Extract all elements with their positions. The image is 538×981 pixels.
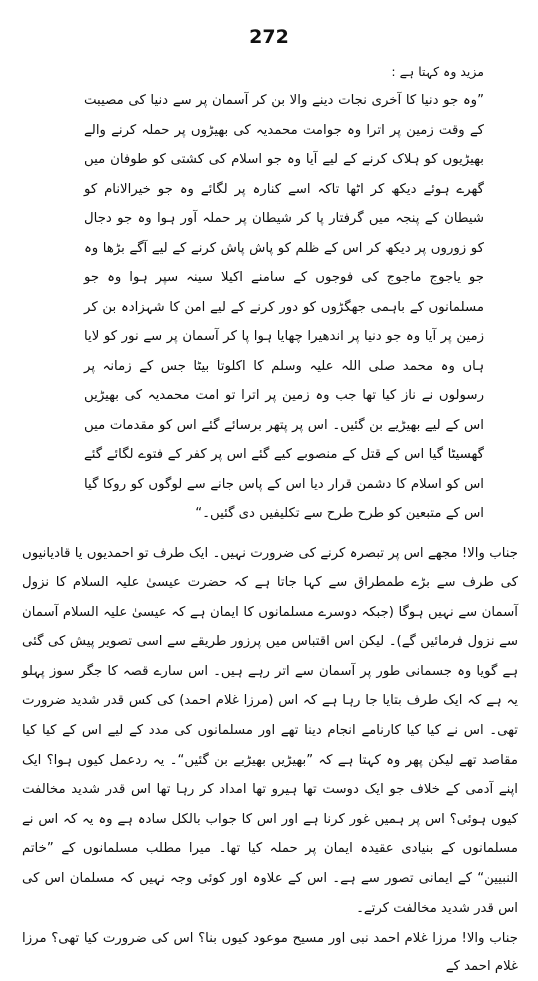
intro-line: مزید وہ کہتا ہے : bbox=[391, 64, 484, 79]
page-number: 272 bbox=[249, 26, 289, 48]
page-body bbox=[22, 62, 518, 981]
commentary-paragraph: جناب والا! مجھے اس پر تبصرہ کرنے کی ضرورت نہیں۔ ایک طرف تو احمدیوں یا قادیانیوں کی طرف سے بڑے طمطراق سے کہا جاتا ہے کہ حضرت عیسیٰ علیہ السلام کا نزول آسمان سے نہیں ہوگا (جبکہ دوسرے مسلمانوں کا ایمان ہے کہ عیسیٰ علیہ السلام آسمان سے نزول فرمائیں گے)۔ لیکن اس اقتباس میں پرزور طریقے سے اسی تصویر پیش کی گئی ہے گویا وہ جسمانی طور پر آسمان سے اتر رہے ہیں۔ اس سارے قصہ کا جگر سوز پہلو یہ ہے کہ ایک طرف بتایا جا رہا ہے کہ اس (مرزا غلام احمد) کی کس قدر شدید ضرورت تھی۔ اس نے کیا کیا کارنامے انجام دینا تھے اور مسلمانوں کی مدد کے لیے اس کے کیا کیا مقاصد تھے لیکن پھر وہ کہتا ہے کہ ”بھیڑیں بھیڑیے بن گئیں“۔ یہ ردعمل کیوں ہوا؟ ایک اپنے آدمی کے خلاف جو ایک دوست تھا ہیرو تھا امداد کر رہا تھا اس قدر شدید مخالفت کیوں ہوئی؟ اس پر ہمیں غور کرنا ہے اور اس کا جواب بالکل سادہ ہے وہ یہ کہ اس نے مسلمانوں کے بنیادی عقیدہ ایمان پر حملہ کیا تھا۔ میرا مطلب مسلمانوں کے ”خاتم النبیین“ کے ایمانی تصور سے ہے۔ اس کے علاوہ اور کوئی وجہ نہیں کہ مسلمان اس کی اس قدر شدید مخالفت کرتے۔ bbox=[22, 545, 518, 916]
closing-line: جناب والا! مرزا غلام احمد نبی اور مسیح موعود کیوں بنا؟ اس کی ضرورت کیا تھی؟ مرزا غلام احمد کے bbox=[22, 931, 518, 975]
block-quote: ”وہ جو دنیا کا آخری نجات دینے والا بن کر آسمان پر سے دنیا کی مصیبت کے وقت زمین پر اترا وہ جوامت محمدیہ کی بھیڑوں پر حملہ کرنے والے بھیڑیوں کو ہلاک کرنے کے لیے آیا وہ جو اسلام کی کشتی کو طوفان میں گھرے ہوئے دیکھ کر اٹھا تاکہ اسے کنارہ پر لگائے وہ جو خیرالانام کو شیطان کے پنجہ میں گرفتار پا کر شیطان پر حملہ آور ہوا وہ جو دجال کو زوروں پر دیکھ کر اس کے ظلم کو پاش پاش کرنے کے لیے آگے بڑھا وہ جو یاجوج ماجوج کی فوجوں کے سامنے اکیلا سینہ سپر ہوا وہ جو مسلمانوں کے باہمی جھگڑوں کو دور کرنے کے لیے امن کا شہزادہ بن کر زمین پر آیا وہ جو دنیا پر اندھیرا چھایا ہوا پا کر آسمان پر سے نور کو لایا ہاں وہ محمد صلی اللہ علیہ وسلم کا اکلوتا بیٹا جس کے زمانہ پر رسولوں نے ناز کیا تھا جب وہ زمین پر اترا تو امت محمدیہ کی بھیڑیں اس کے لیے بھیڑیے بن گئیں۔ اس پر پتھر برسائے گئے اس کو مقدمات میں گھسیٹا گیا اس کے قتل کے منصوبے کیے گئے اس پر کفر کے فتوے لگائے گئے اس کو اسلام کا دشمن قرار دیا اس کے پاس جانے سے لوگوں کو روکا گیا اس کے متبعین کو طرح طرح سے تکلیفیں دی گئیں۔“ bbox=[84, 93, 484, 521]
